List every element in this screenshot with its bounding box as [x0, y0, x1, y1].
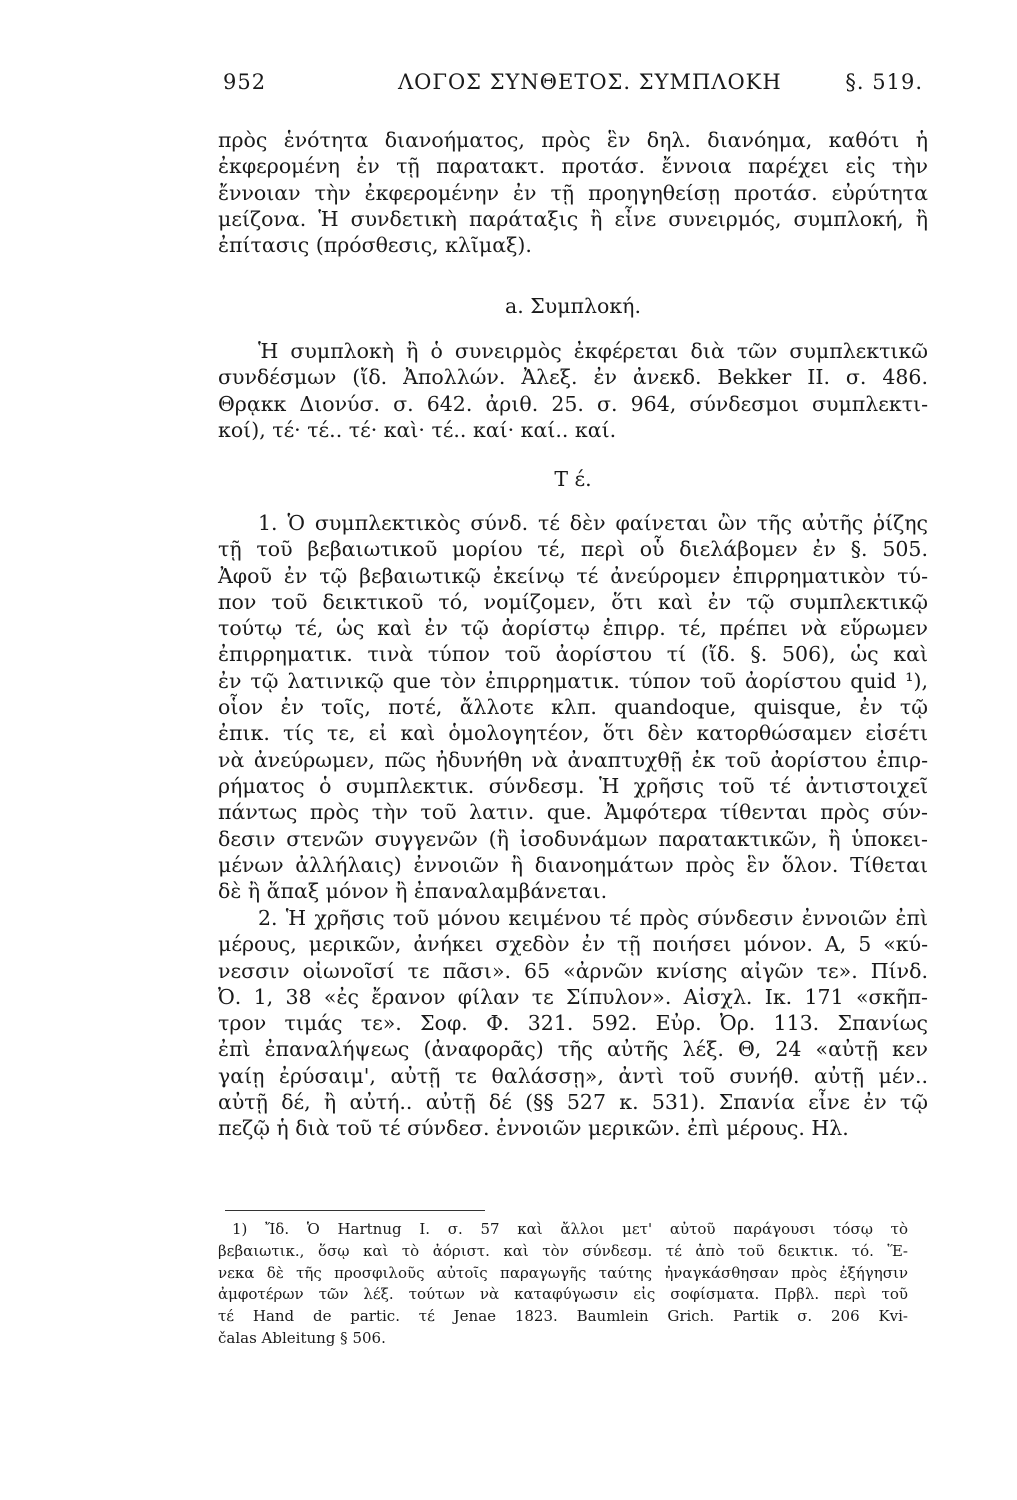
text-line: 2. Ἡ χρῆσις τοῦ μόνου κειμένου τέ πρὸς σύνδεσιν ἐννοιῶν ἐπὶ — [258, 906, 928, 930]
section-number: §. 519. — [845, 70, 923, 94]
text-line: τρον τιμάς τε». Σοφ. Φ. 321. 592. Εὐρ. Ὀρ. 113. Σπανίως — [218, 1011, 928, 1036]
text-line: ἐκφερομένη ἐν τῇ παρατακτ. προτάσ. ἔννοια παρέχει εἰς τὴν — [218, 154, 928, 179]
footnote-line: ἀμφοτέρων τῶν λέξ. τούτων νὰ καταφύγωσιν εἰς σοφίσματα. Πρβλ. περὶ τοῦ — [218, 1285, 908, 1304]
page-number: 952 — [223, 70, 267, 94]
footnotes — [218, 1219, 908, 1350]
footnote-line: νεκα δὲ τῆς προσφιλοῦς αὐτοῖς παραγωγῆς ταύτης ἠναγκάσθησαν πρὸς ἐξήγησιν — [218, 1263, 908, 1282]
subsection-heading — [218, 293, 928, 319]
section-2-paragraph — [218, 905, 928, 1142]
running-title: ΛΟΓΟΣ ΣΥΝΘΕΤΟΣ. ΣΥΜΠΛΟΚΗ — [398, 70, 782, 94]
text-line: πρὸς ἑνότητα διανοήματος, πρὸς ἓν δηλ. διανόημα, καθότι ἡ — [218, 128, 928, 152]
particle-title: Τ έ. — [554, 467, 592, 491]
section-1-paragraph — [218, 510, 928, 904]
text-line: ἐπιρρηματικ. τινὰ τύπον τοῦ ἀορίστου τί (ἴδ. §. 506), ὡς καὶ — [218, 642, 928, 667]
intro-paragraph — [218, 127, 928, 258]
page-header — [223, 70, 923, 110]
text-line: τούτῳ τέ, ὡς καὶ ἐν τῷ ἀορίστῳ ἐπιρρ. τέ, πρέπει νὰ εὕρωμεν — [218, 616, 928, 641]
text-line: γαίῃ ἐρύσαιμ', αὐτῇ τε θαλάσσῃ», ἀντὶ τοῦ συνήθ. αὐτῇ μέν.. — [218, 1063, 928, 1088]
text-line: νὰ ἀνεύρωμεν, πῶς ἠδυνήθη νὰ ἀναπτυχθῇ ἐκ τοῦ ἀορίστου ἐπιρ- — [218, 747, 928, 772]
text-line: δὲ ἢ ἅπαξ μόνον ἢ ἐπαναλαμβάνεται. — [218, 879, 608, 904]
text-line: οἷον ἐν τοῖς, ποτέ, ἄλλοτε κλπ. quandoque, quisque, ἐν τῷ — [218, 695, 928, 720]
text-line: Ἡ συμπλοκὴ ἢ ὁ συνειρμὸς ἐκφέρεται διὰ τῶν συμπλεκτικῶ — [258, 339, 928, 363]
particle-heading — [218, 466, 928, 492]
text-line: μένων ἀλλήλαις) ἐννοιῶν ἢ διανοημάτων πρὸς ἓν ὅλον. Τίθεται — [218, 852, 928, 877]
text-line: ἐπὶ ἐπαναλήψεως (ἀναφορᾶς) τῆς αὐτῆς λέξ. Θ, 24 «αὐτῇ κεν — [218, 1037, 928, 1062]
subsection-title: a. Συμπλοκή. — [505, 294, 641, 318]
text-line: πεζῷ ἡ διὰ τοῦ τέ σύνδεσ. ἐννοιῶν μερικῶν. ἐπὶ μέρους. Ηλ. — [218, 1116, 849, 1141]
symploke-paragraph — [218, 338, 928, 443]
text-line: ἔννοιαν τὴν ἐκφερομένην ἐν τῇ προηγηθείσῃ προτάσ. εὐρύτητα — [218, 180, 928, 205]
text-line: ἐπίτασις (πρόσθεσις, κλῖμαξ). — [218, 233, 532, 258]
text-line: συνδέσμων (ἴδ. Ἀπολλών. Ἀλεξ. ἐν ἀνεκδ. Bekker II. σ. 486. — [218, 365, 928, 390]
text-line: ἐν τῷ λατινικῷ que τὸν ἐπιρρηματικ. τύπον τοῦ ἀορίστου quid ¹), — [218, 668, 928, 693]
text-line: Ὀ. 1, 38 «ἐς ἔρανον φίλαν τε Σίπυλον». Αἰσχλ. Ικ. 171 «σκῆπ- — [218, 984, 928, 1009]
text-line: Θρᾳκκ Διονύσ. σ. 642. ἀριθ. 25. σ. 964, σύνδεσμοι συμπλεκτι- — [218, 391, 928, 416]
text-line: μέρους, μερικῶν, ἀνήκει σχεδὸν ἐν τῇ ποιήσει μόνον. Α, 5 «κύ- — [218, 932, 928, 957]
footnote-line: τέ Hand de partic. τέ Jenae 1823. Baumlein Grich. Partik σ. 206 Kvi- — [218, 1307, 908, 1326]
text-line: δεσιν στενῶν συγγενῶν (ἢ ἰσοδυνάμων παρατακτικῶν, ἢ ὑποκει- — [218, 826, 928, 851]
text-line: ἐπικ. τίς τε, εἰ καὶ ὁμολογητέον, ὅτι δὲν κατορθώσαμεν εἰσέτι — [218, 721, 928, 746]
text-line: 1. Ὁ συμπλεκτικὸς σύνδ. τέ δὲν φαίνεται ὢν τῆς αὐτῆς ῥίζης — [258, 511, 928, 535]
text-line: μείζονα. Ἡ συνδετικὴ παράταξις ἢ εἶνε συνειρμός, συμπλοκή, ἢ — [218, 206, 928, 231]
text-line: κοί), τέ· τέ.. τέ· καὶ· τέ.. καί· καί.. καί. — [218, 417, 617, 442]
text-line: αὐτῇ δέ, ἢ αὐτή.. αὐτῇ δέ (§§ 527 κ. 531). Σπανία εἶνε ἐν τῷ — [218, 1090, 928, 1115]
text-line: ρήματος ὁ συμπλεκτικ. σύνδεσμ. Ἡ χρῆσις τοῦ τέ ἀντιστοιχεῖ — [218, 773, 928, 798]
text-line: Ἀφοῦ ἐν τῷ βεβαιωτικῷ ἐκείνῳ τέ ἀνεύρομεν ἐπιρρηματικὸν τύ- — [218, 563, 928, 588]
text-line: τῇ τοῦ βεβαιωτικοῦ μορίου τέ, περὶ οὗ διελάβομεν ἐν §. 505. — [218, 537, 928, 562]
footnote-line: čalas Ableitung § 506. — [218, 1328, 386, 1347]
text-line: νεσσιν οἰωνοῖσί τε πᾶσι». 65 «ἀρνῶν κνίσης αἰγῶν τε». Πίνδ. — [218, 958, 928, 983]
text-line: πον τοῦ δεικτικοῦ τό, νομίζομεν, ὅτι καὶ ἐν τῷ συμπλεκτικῷ — [218, 589, 928, 614]
footnote-line: βεβαιωτικ., ὅσῳ καὶ τὸ ἀόριστ. καὶ τὸν σύνδεσμ. τέ ἀπὸ τοῦ δεικτικ. τό. Ἕ- — [218, 1241, 908, 1260]
footnote-line: 1) Ἴδ. Ὁ Hartnug I. σ. 57 καὶ ἄλλοι μετ' αὐτοῦ παράγουσι τόσῳ τὸ — [232, 1220, 908, 1238]
text-line: πάντως πρὸς τὴν τοῦ λατιν. que. Ἀμφότερα τίθενται πρὸς σύν- — [218, 800, 928, 825]
footnote-rule — [225, 1210, 485, 1211]
